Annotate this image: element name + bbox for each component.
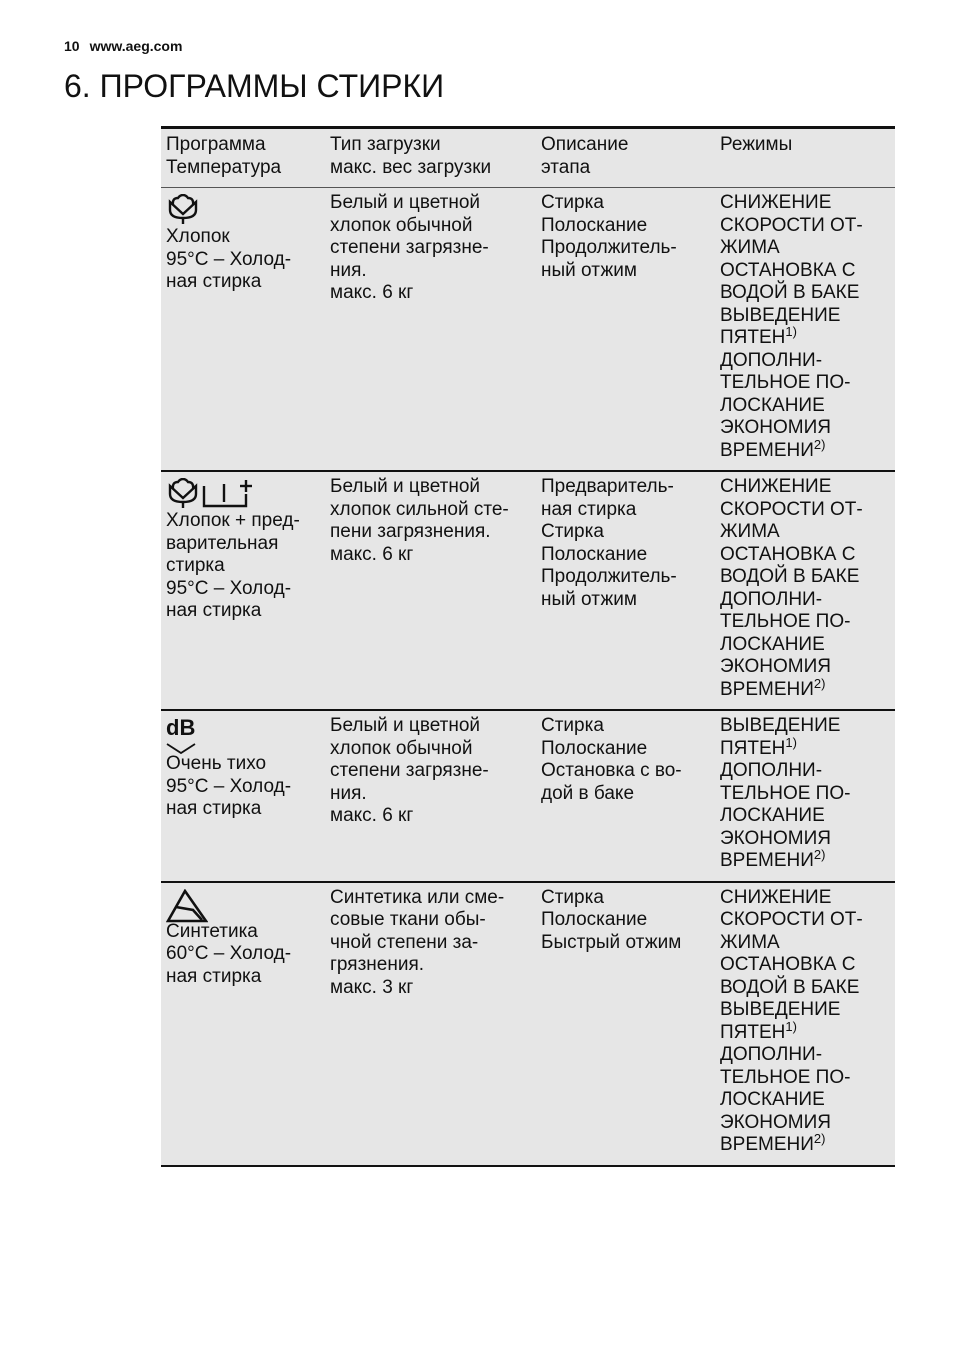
column-header-modes: Режимы <box>715 128 895 188</box>
phases-cell: Предваритель- ная стирка Стирка Полоскание Продолжитель- ный отжим <box>536 471 715 710</box>
footnote-ref: 1) <box>785 734 797 750</box>
mode-text: ВЫВЕДЕНИЕ ПЯТЕН <box>720 715 841 759</box>
table-row <box>161 882 895 1166</box>
program-name: Хлопок + пред- варительная стирка 95°C – Холод- ная стирка <box>166 510 300 621</box>
program-cell <box>161 188 325 472</box>
table-row <box>161 710 895 882</box>
modes-cell <box>715 882 895 1166</box>
table-row <box>161 188 895 472</box>
quiet-db-icon: dB <box>166 717 320 753</box>
page-header <box>64 38 192 54</box>
site-url: www.aeg.com <box>89 38 183 54</box>
mode-text: ДОПОЛНИ- ТЕЛЬНОЕ ПО- ЛОСКАНИЕ ЭКОНОМИЯ ВРЕМЕНИ <box>720 1044 851 1155</box>
mode-text: СНИЖЕНИЕ СКОРОСТИ ОТ- ЖИМА ОСТАНОВКА С ВОДОЙ В БАКЕ ВЫВЕДЕНИЕ ПЯТЕН <box>720 886 863 1043</box>
column-header-phases: Описание этапа <box>536 128 715 188</box>
load-cell: Белый и цветной хлопок обычной степени загрязне- ния. макс. 6 кг <box>325 188 536 472</box>
table-row <box>161 471 895 710</box>
mode-text: ДОПОЛНИ- ТЕЛЬНОЕ ПО- ЛОСКАНИЕ ЭКОНОМИЯ ВРЕМЕНИ <box>720 760 851 871</box>
footnote-ref: 2) <box>813 1131 826 1146</box>
synthetics-icon <box>166 889 320 921</box>
program-cell <box>161 471 325 710</box>
table-header-row <box>161 128 895 188</box>
footnote-ref: 2) <box>813 675 826 691</box>
mode-text: СНИЖЕНИЕ СКОРОСТИ ОТ- ЖИМА ОСТАНОВКА С ВОДОЙ В БАКЕ ВЫВЕДЕНИЕ ПЯТЕН <box>720 192 863 348</box>
program-name: Хлопок 95°C – Холод- ная стирка <box>166 226 292 292</box>
page-number: 10 <box>64 38 80 54</box>
cotton-prewash-icon <box>166 478 320 510</box>
footnote-ref: 2) <box>813 436 826 452</box>
program-name: Очень тихо 95°C – Холод- ная стирка <box>166 753 292 819</box>
load-cell: Белый и цветной хлопок обычной степени загрязне- ния. макс. 6 кг <box>325 710 536 882</box>
program-cell <box>161 710 325 882</box>
footnote-ref: 2) <box>813 847 826 862</box>
modes-cell <box>715 188 895 472</box>
modes-cell <box>715 710 895 882</box>
column-header-load: Тип загрузки макс. вес загрузки <box>325 128 536 188</box>
column-header-program: Программа Температура <box>161 128 325 188</box>
program-name: Синтетика 60°C – Холод- ная стирка <box>166 920 292 987</box>
mode-text: ДОПОЛНИ- ТЕЛЬНОЕ ПО- ЛОСКАНИЕ ЭКОНОМИЯ ВРЕМЕНИ <box>720 349 851 461</box>
phases-cell: Стирка Полоскание Быстрый отжим <box>536 882 715 1166</box>
program-cell <box>161 882 325 1166</box>
programs-table <box>161 126 895 1167</box>
phases-cell: Стирка Полоскание Остановка с во- дой в баке <box>536 710 715 882</box>
footnote-ref: 1) <box>785 324 797 339</box>
modes-cell <box>715 471 895 710</box>
footnote-ref: 1) <box>785 1018 797 1034</box>
load-cell: Белый и цветной хлопок сильной сте- пени загрязнения. макс. 6 кг <box>325 471 536 710</box>
phases-cell: Стирка Полоскание Продолжитель- ный отжим <box>536 188 715 472</box>
cotton-icon <box>166 194 320 226</box>
section-title: 6. ПРОГРАММЫ СТИРКИ <box>64 68 445 104</box>
mode-text: СНИЖЕНИЕ СКОРОСТИ ОТ- ЖИМА ОСТАНОВКА С ВОДОЙ В БАКЕ ДОПОЛНИ- ТЕЛЬНОЕ ПО- ЛОСКАНИЕ ЭКОНОМИЯ ВРЕМЕНИ <box>720 476 863 700</box>
load-cell: Синтетика или сме- совые ткани обы- чной степени за- грязнения. макс. 3 кг <box>325 882 536 1166</box>
